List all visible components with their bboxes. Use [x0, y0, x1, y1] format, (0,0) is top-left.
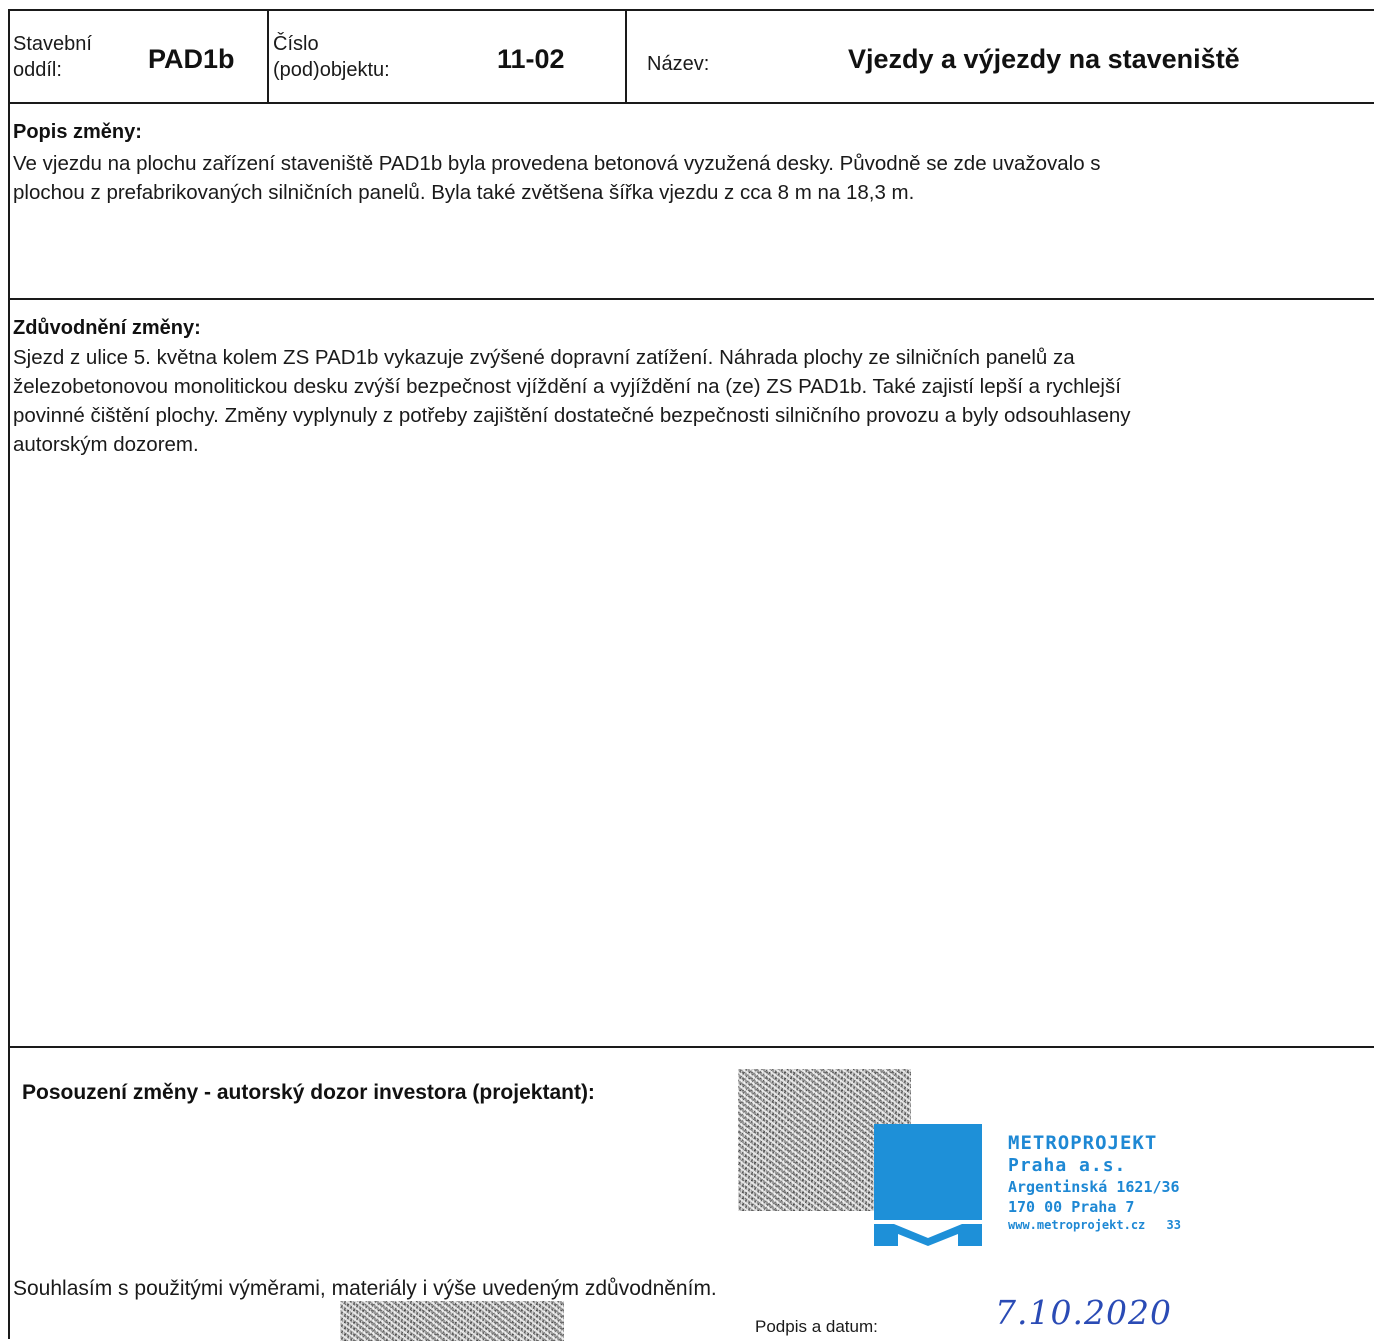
signature-date-label: Podpis a datum:: [755, 1317, 878, 1336]
stamp-website: www.metroprojekt.cz: [1008, 1218, 1146, 1232]
header-row: [10, 11, 1374, 104]
header-divider: [625, 11, 627, 102]
change-description-text: [13, 149, 1368, 207]
logo-square-icon: [874, 1124, 982, 1220]
object-label: [273, 31, 390, 83]
name-label: Název:: [647, 53, 710, 75]
stamp-website-row: [1008, 1217, 1181, 1233]
change-form: [8, 9, 1374, 1339]
change-description-title: Popis změny:: [13, 121, 142, 143]
stamp-address-line1: Argentinská 1621/36: [1008, 1178, 1180, 1196]
metroprojekt-logo: [874, 1124, 982, 1246]
text-line: autorským dozorem.: [13, 433, 199, 456]
object-label-line2: (pod)objektu:: [273, 59, 390, 81]
section-divider: [10, 1046, 1374, 1048]
document-title: Vjezdy a výjezdy na staveniště: [848, 44, 1240, 74]
company-stamp: [1008, 1131, 1181, 1233]
justification-title: Zdůvodnění změny:: [13, 317, 201, 339]
stamp-company-name: METROPROJEKT: [1008, 1132, 1158, 1154]
text-line: plochou z prefabrikovaných silničních panelů. Byla také zvětšena šířka vjezdu z cca 8 m na 18,3 m.: [13, 181, 915, 204]
stamp-number: 33: [1166, 1218, 1181, 1232]
stamp-company-sub: Praha a.s.: [1008, 1155, 1127, 1176]
text-line: povinné čištění plochy. Změny vyplynuly z potřeby zajištění dostatečné bezpečnosti silničního provozu a byly odsouhlaseny: [13, 404, 1131, 427]
agreement-statement: Souhlasím s použitými výměrami, materiály i výše uvedeným zdůvodněním.: [13, 1277, 717, 1300]
justification-text: [13, 343, 1368, 459]
section-label: [13, 31, 92, 83]
header-divider: [267, 11, 269, 102]
logo-m-icon: [874, 1224, 982, 1246]
assessment-title: Posouzení změny - autorský dozor investora (projektant):: [22, 1081, 595, 1104]
object-code: 11-02: [497, 44, 565, 74]
section-label-line2: oddíl:: [13, 59, 62, 81]
section-label-line1: Stavební: [13, 33, 92, 55]
handwritten-date: 7.10.2020: [995, 1293, 1172, 1332]
section-divider: [10, 298, 1374, 300]
section-code: PAD1b: [148, 44, 235, 74]
text-line: železobetonovou monolitickou desku zvýší bezpečnost vjíždění a vyjíždění na (ze) ZS PAD1b. Také zajistí lepší a rychlejší: [13, 375, 1121, 398]
redacted-signature: [340, 1301, 564, 1341]
text-line: Sjezd z ulice 5. května kolem ZS PAD1b vykazuje zvýšené dopravní zatížení. Náhrada plochy ze silničních panelů za: [13, 346, 1075, 369]
stamp-address-line2: 170 00 Praha 7: [1008, 1198, 1135, 1216]
text-line: Ve vjezdu na plochu zařízení staveniště PAD1b byla provedena betonová vyzužená desky. Původně se zde uvažovalo s: [13, 152, 1101, 175]
object-label-line1: Číslo: [273, 33, 319, 55]
